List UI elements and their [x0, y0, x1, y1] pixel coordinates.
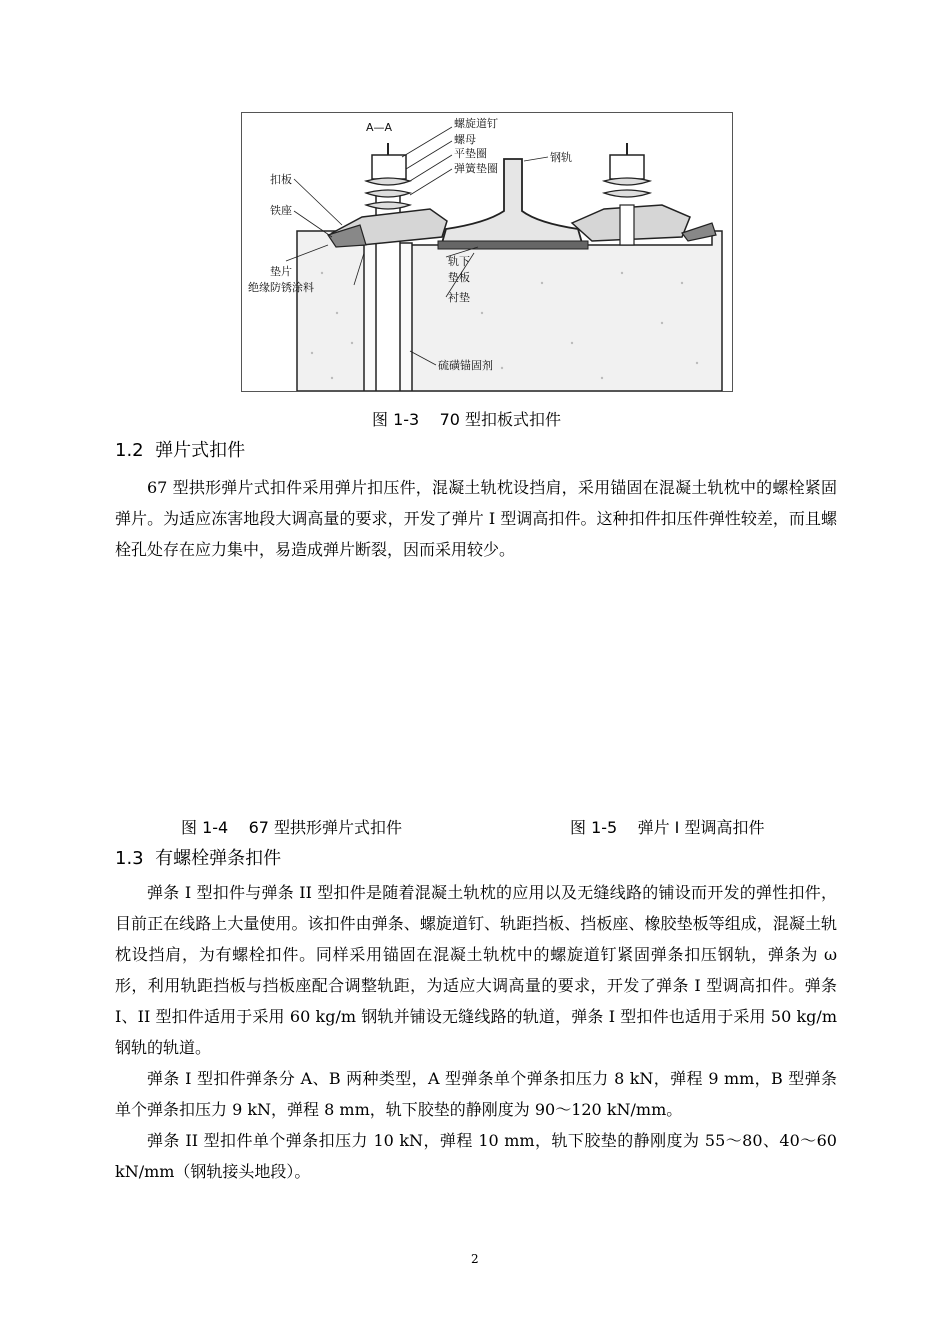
figure-1-5-caption: 图 1-5 弹片 I 型调高扣件 [570, 818, 765, 837]
label-insulation-coating: 绝缘防锈涂料 [248, 281, 314, 294]
label-iron-seat: 铁座 [270, 204, 292, 217]
section-1-3-heading: 1.3 有螺栓弹条扣件 [115, 848, 282, 869]
label-sulfur-anchor: 硫磺锚固剂 [438, 359, 493, 372]
section-mark: A—A [366, 121, 393, 134]
label-liner: 衬垫 [448, 291, 470, 304]
figure-1-4-caption: 图 1-4 67 型拱形弹片式扣件 [181, 818, 403, 837]
label-shim: 垫片 [270, 265, 292, 278]
label-spring-washer: 弹簧垫圈 [454, 162, 498, 175]
label-spiral-spike: 螺旋道钉 [454, 117, 498, 130]
page-number: 2 [471, 1252, 479, 1266]
figure-1-3-drawing [241, 112, 733, 392]
paragraph: 弹条 I 型扣件与弹条 II 型扣件是随着混凝土轨枕的应用以及无缝线路的铺设而开发的弹性扣件，目前正在线路上大量使用。该扣件由弹条、螺旋道钉、轨距挡板、挡板座、橡胶垫板等组成，混凝土轨枕设挡肩，为有螺栓扣件。同样采用锚固在混凝土轨枕中的螺旋道钉紧固弹条扣压钢轨，弹条为 ω 形，利用轨距挡板与挡板座配合调整轨距，为适应大调高量的要求，开发了弹条 I 型调高扣件。弹条 I、II 型扣件适用于采用 60 kg/m 钢轨并铺设无缝线路的轨道，弹条 I 型扣件也适用于采用 50 kg/m 钢轨的轨道。 [115, 883, 837, 1057]
label-rail-pad-1: 轨下 [448, 255, 470, 268]
section-1-2-heading: 1.2 弹片式扣件 [115, 440, 246, 461]
label-rail: 钢轨 [550, 151, 572, 164]
left-spring-washer [366, 178, 410, 209]
right-nut [610, 155, 644, 179]
label-rail-pad-2: 垫板 [448, 271, 470, 284]
paragraph: 弹条 I 型扣件弹条分 A、B 两种类型，A 型弹条单个弹条扣压力 8 kN，弹程 9 mm，B 型弹条单个弹条扣压力 9 kN，弹程 8 mm，轨下胶垫的静刚度为 90～120 kN/mm。 [115, 1069, 837, 1119]
concrete-sleeper [297, 231, 722, 391]
label-flat-washer: 平垫圈 [454, 147, 487, 160]
paragraph: 弹条 II 型扣件单个弹条扣压力 10 kN，弹程 10 mm，轨下胶垫的静刚度为 55～80、40～60 kN/mm（钢轨接头地段）。 [115, 1131, 837, 1181]
left-nut [372, 155, 406, 179]
right-spring-washer [604, 178, 650, 197]
section-1-3-body [115, 877, 837, 1187]
label-clip-plate: 扣板 [270, 173, 292, 186]
paragraph: 67 型拱形弹片式扣件采用弹片扣压件，混凝土轨枕设挡肩，采用锚固在混凝土轨枕中的螺栓紧固弹片。为适应冻害地段大调高量的要求，开发了弹片 I 型调高扣件。这种扣件扣压件弹性较差，而且螺栓孔处存在应力集中，易造成弹片断裂，因而采用较少。 [115, 478, 837, 559]
label-nut: 螺母 [454, 133, 476, 146]
rail-pad [438, 241, 588, 249]
fastener-diagram [242, 113, 732, 391]
figure-1-3-caption: 图 1-3 70 型扣板式扣件 [372, 410, 562, 429]
section-1-2-body [115, 472, 837, 565]
